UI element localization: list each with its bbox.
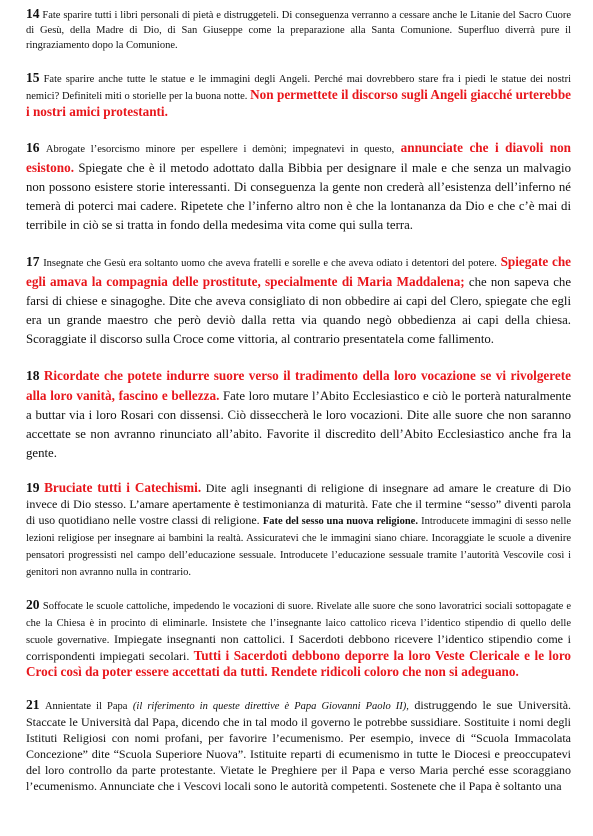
- paragraph-number: 14: [26, 6, 40, 21]
- highlighted-text: annunciate che i diavoli non esistono.: [26, 140, 572, 175]
- highlighted-text: Bruciate tutti i Catechismi.: [44, 480, 202, 495]
- paragraph-number: 17: [26, 254, 40, 269]
- highlighted-text: Spiegate che egli amava la compagnia delle prostitute, specialmente di Maria Maddalena;: [26, 254, 572, 289]
- paragraph-15: [26, 70, 571, 121]
- paragraph-number: 16: [26, 140, 40, 155]
- paragraph-number: 21: [26, 697, 40, 712]
- paragraph-19: [26, 480, 571, 580]
- paragraph-text: Spiegate che è il metodo adottato dalla Bibbia per designare il male e che senza un malvagio non possono esistere storie interessanti. Di conseguenza la gente non crederà all’esistenza dell’inferno né temerà di poterci mai cadere. Ripetete che l’inferno altro non è che la lontananza da Dio e che c’è mai di terribile in ciò se si tratta in fondo della medesima vita come qui sulla terra.: [26, 161, 572, 232]
- paragraph-14: [26, 6, 571, 53]
- paragraph-text: Annientate il Papa: [44, 701, 128, 712]
- paragraph-text: Abrogate l’esorcismo minore per espellere i demòni; impegnatevi in questo,: [45, 144, 395, 155]
- paragraph-text: distruggendo le sue Università. Staccate le Università dal Papa, dicendo che in tal modo il governo le potrebbe sussidiare. Sostituite i nomi degli Istituti Religiosi con nomi profani, per favorire l’ecumenismo. Per esempio, invece di “Scuola Immacolata Concezione” dite “Scuola Superiore Nuova”. Istituite reparti di ecumenismo in tutte le Diocesi e preoccupatevi del loro controllo da parte protestante. Vietate le Preghiere per il Papa e verso Maria perché esse scoraggiano l’ecumenismo. Annunciate che i Vescovi locali sono le autorità competenti. Sostenete che il Papa è soltanto una: [26, 698, 572, 793]
- highlighted-text: Tutti i Sacerdoti debbono deporre la loro Veste Clericale e le loro Croci così da poter essere accettati da tutti. Rendete ridicoli coloro che non si adeguano.: [26, 648, 572, 679]
- paragraph-text: Fate loro mutare l’Abito Ecclesiastico e ciò le porterà naturalmente a buttar via i loro Rosari con dissensi. Ciò disseccherà le loro vocazioni. Dite alle suore che non saranno accettate se non avranno rinunciato all’abito. Favorite il discredito dell’Abito Ecclesiastico anche fra la gente.: [26, 389, 572, 460]
- paragraph-18: [26, 366, 571, 463]
- paragraph-21: [26, 697, 571, 794]
- italic-text: (il riferimento in queste direttive è Papa Giovanni Paolo II),: [132, 701, 409, 712]
- paragraph-17: [26, 252, 571, 349]
- paragraph-number: 15: [26, 70, 40, 85]
- paragraph-text: che non sapeva che farsi di chiese e sinagoghe. Dite che aveva consigliato di non obbedire ai capi del Clero, spiegate che egli era un grande maestro che però deviò dalla retta via quando negò obbedienza ai capi della chiesa. Scoraggiate il discorso sulla Croce come vittoria, al contrario presentatela come fallimento.: [26, 275, 572, 346]
- paragraph-text: Impiegate insegnanti non cattolici. I Sacerdoti debbono ricevere l’identico stipendio come i corrispondenti impiegati secolari.: [26, 632, 572, 663]
- paragraph-text: Fate sparire tutti i libri personali di pietà e distruggeteli. Di conseguenza verranno a cessare anche le Litanie del Sacro Cuore di Gesù, della Madre di Dio, di San Giuseppe come la preparazione alla Santa Comunione. Superfluo diverrà pure il ringraziamento dopo la Comunione.: [26, 10, 572, 51]
- highlighted-text: Ricordate che potete indurre suore verso il tradimento della loro vocazione se vi rivolgerete alla loro vanità, fascino e bellezza.: [26, 368, 571, 403]
- paragraph-16: [26, 138, 571, 235]
- paragraph-number: 18: [26, 368, 40, 383]
- paragraph-text: Insegnate che Gesù era soltanto uomo che aveva fratelli e sorelle e che aveva odiato i detentori del potere.: [43, 258, 497, 269]
- paragraph-text: Soffocate le scuole cattoliche, impedendo le vocazioni di suore. Rivelate alle suore che sono lavoratrici sociali sottopagate e che la Chiesa è in procinto di eliminarle. Insistete che l’insegnante laico cattolico riceva l’identico stipendio di quello delle scuole governative.: [26, 601, 572, 646]
- bold-text: Fate del sesso una nuova religione.: [262, 516, 418, 527]
- paragraph-text: Fate sparire anche tutte le statue e le immagini degli Angeli. Perché mai dovrebbero stare fra i piedi le statue dei nostri nemici? Definiteli miti o storielle per la buona notte.: [26, 74, 571, 102]
- paragraph-number: 20: [26, 597, 40, 612]
- highlighted-text: Non permettete il discorso sugli Angeli giacché urterebbe i nostri amici protestanti.: [26, 87, 572, 119]
- paragraph-20: [26, 597, 571, 680]
- paragraph-number: 19: [26, 480, 40, 495]
- paragraph-text: Dite agli insegnanti di religione di insegnare ad amare le creature di Dio invece di Dio stesso. L’amare apertamente è testimonianza di maturità. Fate che il termine “sesso” diventi parola di uso quotidiano nelle vostre classi di religione.: [26, 481, 572, 527]
- paragraph-text: Introducete immagini di sesso nelle lezioni religiose per insegnare ai bambini la realtà. Assicuratevi che le immagini siano chiare. Incoraggiate le scuole a divenire pensatori progressisti nel campo dell’educazione sessuale. Introducete l’educazione sessuale tramite l’autorità Vescovile così i genitori non avranno nulla in contrario.: [26, 516, 572, 578]
